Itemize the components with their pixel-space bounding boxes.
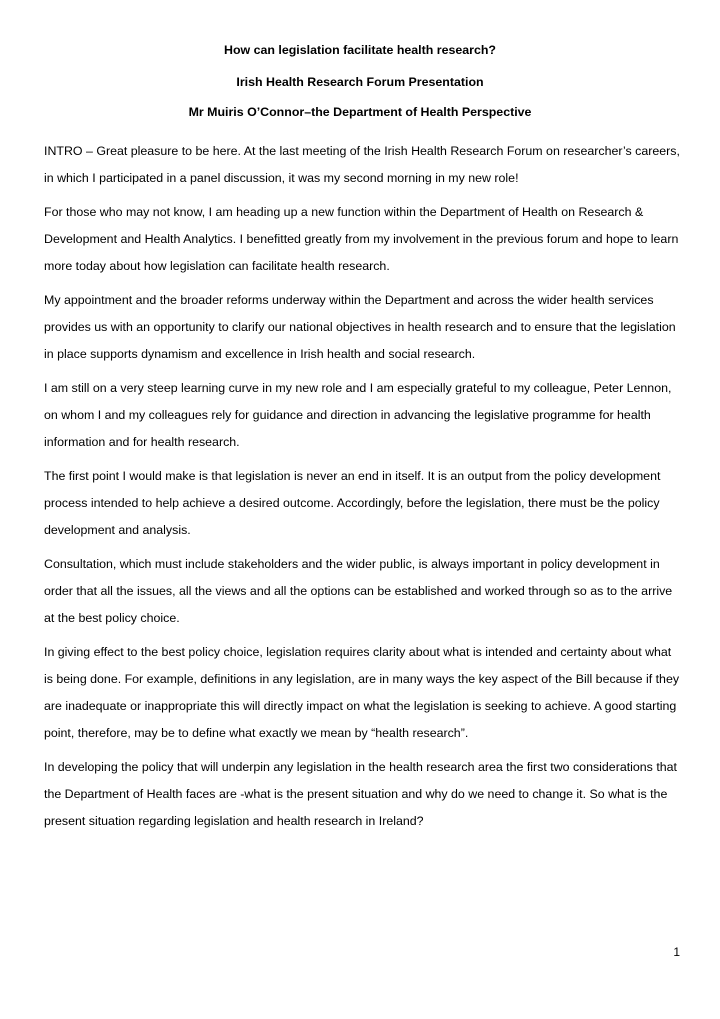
speaker-line: Mr Muiris O’Connor–the Department of Health Perspective	[188, 105, 532, 119]
document-title: How can legislation facilitate health research?	[224, 43, 496, 57]
paragraph-appointment: My appointment and the broader reforms underway within the Department and across the wider health services provides us with an opportunity to clarify our national objectives in health research and to ensure that the legislation in place supports dynamism and excellence in Irish health and social research.	[44, 293, 676, 361]
paragraph-intro: INTRO – Great pleasure to be here. At the last meeting of the Irish Health Research Forum on researcher’s careers, in which I participated in a panel discussion, it was my second morning in my new role!	[44, 144, 680, 185]
paragraph-best-policy-choice: In giving effect to the best policy choice, legislation requires clarity about what is intended and certainty about what is being done. For example, definitions in any legislation, are in many ways the key aspect of the Bill because if they are inadequate or inappropriate this will directly impact on what the legislation is seeking to achieve. A good starting point, therefore, may be to define what exactly we mean by “health research”.	[44, 645, 680, 740]
paragraph-new-function: For those who may not know, I am heading up a new function within the Department of Health on Research & Development and Health Analytics. I benefitted greatly from my involvement in the previous forum and hope to learn more today about how legislation can facilitate health research.	[44, 205, 679, 273]
paragraph-learning-curve: I am still on a very steep learning curve in my new role and I am especially grateful to my colleague, Peter Lennon, on whom I and my colleagues rely for guidance and direction in advancing the legislative programme for health information and for health research.	[44, 381, 672, 449]
document-subtitle: Irish Health Research Forum Presentation	[236, 75, 484, 89]
paragraph-first-point: The first point I would make is that legislation is never an end in itself. It is an output from the policy development process intended to help achieve a desired outcome. Accordingly, before the legislation, there must be the policy development and analysis.	[44, 469, 661, 537]
page-number: 1	[673, 945, 680, 959]
paragraph-consultation: Consultation, which must include stakeholders and the wider public, is always important in policy development in order that all the issues, all the views and all the options can be established and worked through so as to the arrive at the best policy choice.	[44, 557, 673, 625]
document-body	[44, 138, 680, 835]
paragraph-present-situation: In developing the policy that will underpin any legislation in the health research area the first two considerations that the Department of Health faces are -what is the present situation and why do we need to change it. So what is the present situation regarding legislation and health research in Ireland?	[44, 760, 677, 828]
